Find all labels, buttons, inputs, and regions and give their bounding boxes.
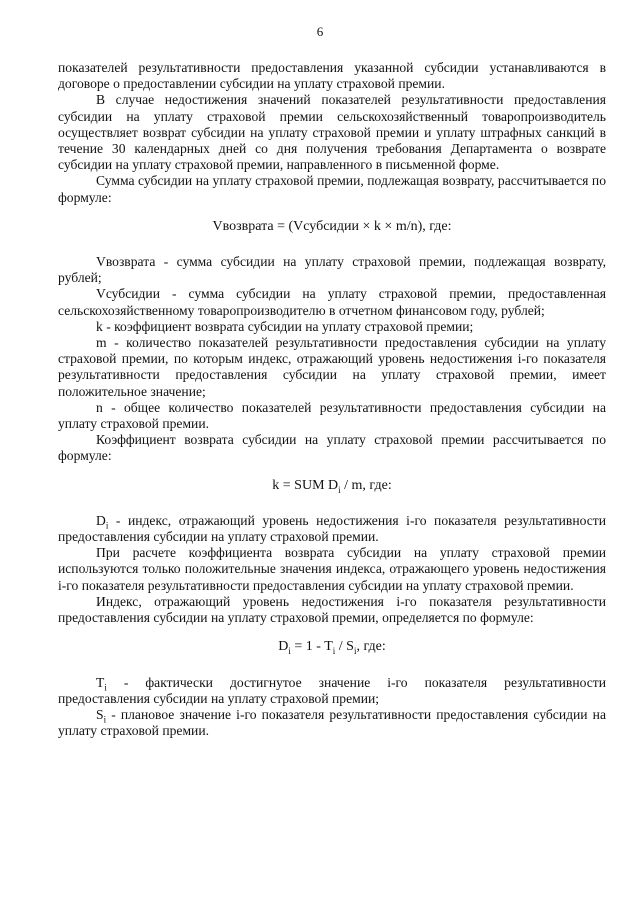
formula-di-s-sub: i (353, 646, 357, 657)
paragraph-index-intro: Индекс, отражающий уровень недостижения i-го показателя результативности предоставления субсидии на уплату страховой премии, определяется по формуле: (58, 593, 606, 626)
formula-k-sub: i (338, 484, 341, 495)
formula-di-t-sub: i (332, 646, 336, 657)
formula-di-d: D (278, 639, 289, 655)
formula-k-prefix: k = SUM D (272, 477, 339, 493)
definition-v-vozvrata: Vвозврата - сумма субсидии на уплату страховой премии, подлежащая возврату, рублей; (58, 254, 606, 286)
definition-ti-sub: i (104, 682, 107, 693)
paragraph-positive-values: При расчете коэффициента возврата субсидии на уплату страховой премии используются только положительные значения индекса, отражающего уровень недостижения i-го показателя результативности предоставления субсидии на уплату страховой премии. (58, 545, 606, 593)
definition-di-text: - индекс, отражающий уровень недостижения i-го показателя результативности предоставления субсидии на уплату страховой премии. (58, 512, 606, 545)
formula-k-suffix: / m, где: (340, 477, 392, 493)
definition-ti-symbol: T (96, 674, 105, 690)
definition-di-sub: i (105, 520, 109, 531)
formula-refund-sum: Vвозврата = (Vсубсидии × k × m/n), где: (212, 218, 452, 234)
formula-di-suffix: , где: (356, 639, 386, 655)
definition-si (58, 707, 606, 739)
definition-ti-text: - фактически достигнутое значение i-го показателя результативности предоставления субсидии на уплату страховой премии; (58, 674, 606, 706)
paragraph-nonachievement: В случае недостижения значений показателей результативности предоставления субсидии на уплату страховой премии сельскохозяйственный товаропроизводитель осуществляет возврат субсидии на уплату страховой премии и уплату штрафных санкций в течение 30 календарных дней со дня получения требования Департамента о возврате субсидии на уплату страховой премии, направленного в письменной форме. (58, 92, 606, 173)
definition-si-sub: i (103, 714, 107, 725)
paragraph-k-intro: Коэффициент возврата субсидии на уплату страховой премии рассчитывается по формуле: (58, 432, 606, 464)
formula-di (58, 639, 606, 655)
document-body (58, 60, 606, 739)
definition-di-symbol: D (96, 512, 106, 528)
formula-k (58, 478, 606, 494)
definition-m: m - количество показателей результативности предоставления субсидии на уплату страховой премии, по которым индекс, отражающий уровень недостижения i-го показателя результативности предоставления субсидии на уплату страховой премии, имеет положительное значение; (58, 335, 606, 399)
formula-di-mid: = 1 - T (290, 639, 333, 655)
definition-si-text: - плановое значение i-го показателя результативности предоставления субсидии на уплату страховой премии. (58, 706, 606, 739)
formula-di-slash: / S (335, 639, 354, 655)
definition-k: k - коэффициент возврата субсидии на уплату страховой премии; (96, 318, 474, 334)
definition-di (58, 513, 606, 545)
definition-si-symbol: S (96, 706, 104, 722)
definition-n: n - общее количество показателей результативности предоставления субсидии на уплату страховой премии. (58, 399, 606, 432)
paragraph-continuation: показателей результативности предоставления указанной субсидии устанавливаются в договоре о предоставлении субсидии на уплату страховой премии. (58, 60, 606, 92)
formula-di-d-sub: i (288, 646, 291, 657)
page-number: 6 (316, 24, 324, 39)
definition-ti (58, 675, 606, 707)
paragraph-sum-intro: Сумма субсидии на уплату страховой премии, подлежащая возврату, рассчитывается по формуле: (58, 173, 606, 205)
definition-v-subsidii: Vсубсидии - сумма субсидии на уплату страховой премии, предоставленная сельскохозяйственному товаропроизводителю в отчетном финансовом году, рублей; (58, 286, 606, 318)
